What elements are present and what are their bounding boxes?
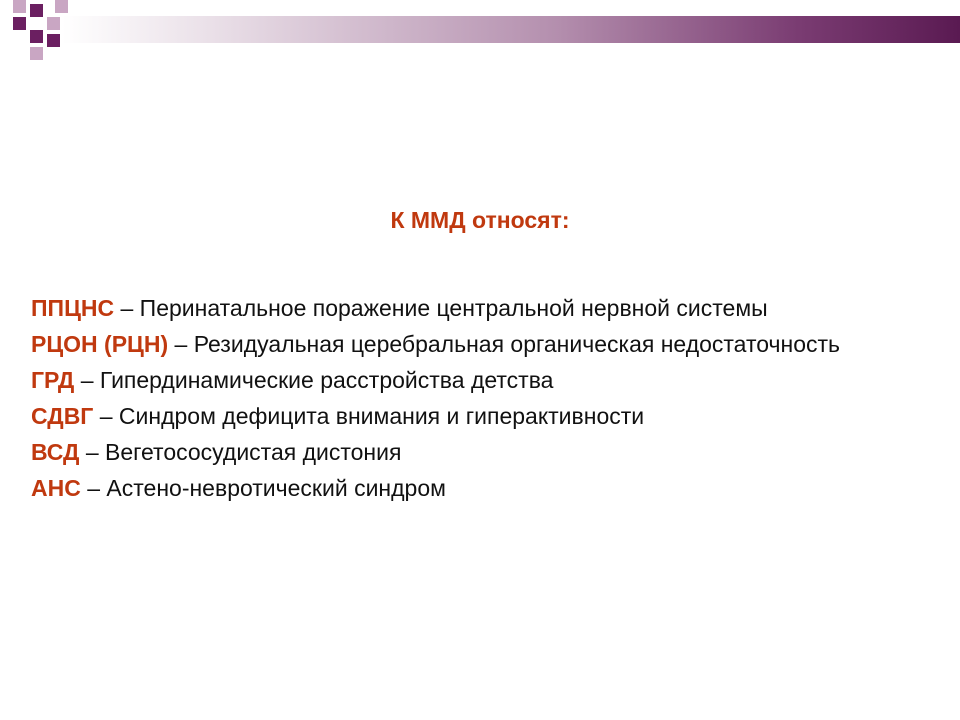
decor-square — [30, 4, 43, 17]
definition-text: Астено-невротический синдром — [106, 475, 446, 501]
decor-square — [13, 0, 26, 13]
decor-square — [30, 47, 43, 60]
header-gradient-band — [62, 16, 960, 43]
separator: – — [168, 331, 194, 357]
list-item — [31, 364, 931, 397]
separator: – — [114, 295, 140, 321]
abbreviation: АНС — [31, 475, 81, 501]
slide-title: К ММД относят: — [390, 207, 570, 233]
separator: – — [93, 403, 119, 429]
definition-text: Синдром дефицита внимания и гиперактивности — [118, 403, 645, 429]
definition-text: Резидуальная церебральная органическая недостаточность — [193, 331, 841, 357]
list-item — [31, 436, 931, 469]
abbreviation: СДВГ — [31, 403, 94, 429]
decor-square — [55, 0, 68, 13]
definition-text: Перинатальное поражение центральной нервной системы — [139, 295, 768, 321]
definition-text: Вегетососудистая дистония — [105, 439, 402, 465]
decor-square — [13, 17, 26, 30]
decor-square — [47, 34, 60, 47]
abbreviation: ВСД — [31, 439, 80, 465]
list-item — [31, 328, 931, 361]
abbreviation: ППЦНС — [31, 295, 115, 321]
list-item — [31, 400, 931, 433]
definition-list — [31, 292, 931, 508]
abbreviation: ГРД — [31, 367, 75, 393]
separator: – — [79, 439, 106, 465]
definition-text: Гипердинамические расстройства детства — [99, 367, 554, 393]
abbreviation: РЦОН (РЦН) — [31, 331, 169, 357]
list-item — [31, 472, 931, 505]
decorative-squares — [0, 0, 80, 60]
list-item — [31, 292, 931, 325]
decor-square — [30, 30, 43, 43]
separator: – — [74, 367, 100, 393]
decor-square — [47, 17, 60, 30]
separator: – — [80, 475, 107, 501]
